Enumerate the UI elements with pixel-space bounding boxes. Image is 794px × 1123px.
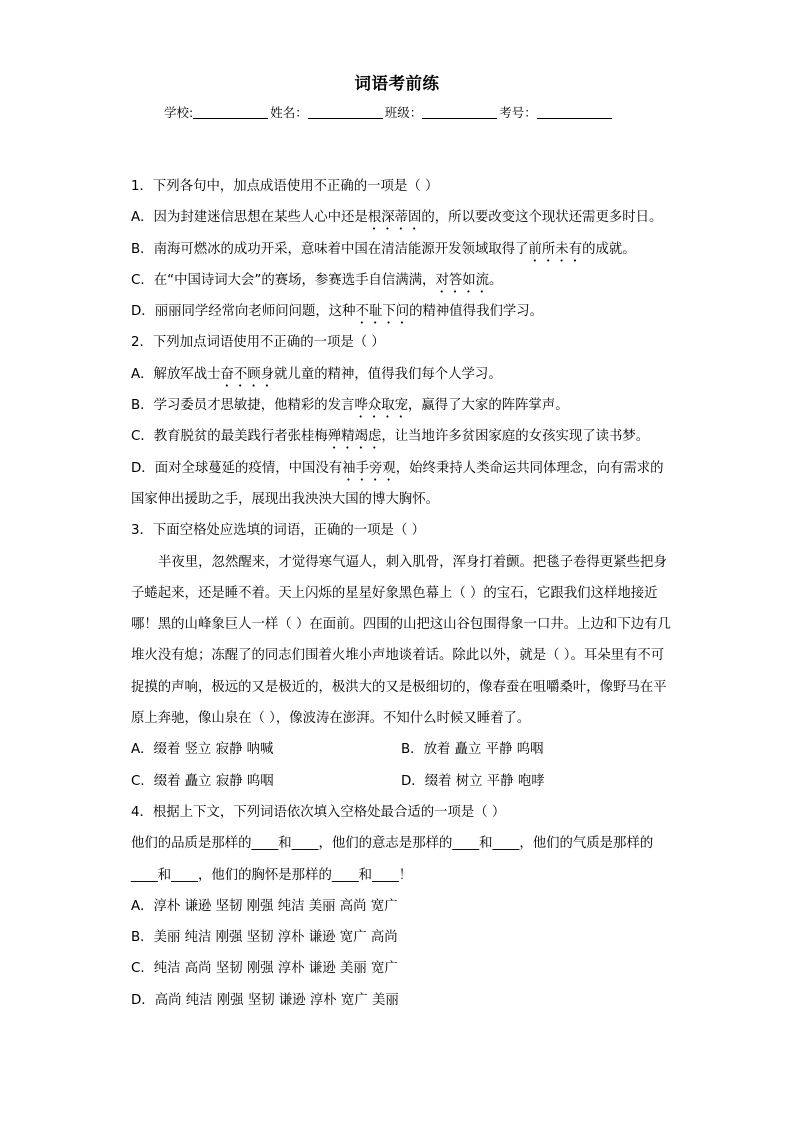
option-text: 。 — [489, 272, 503, 288]
question-3-passage: 半夜里，忽然醒来，才觉得寒气逼人，刺入肌骨，浑身打着颤。把毯子卷得更紧些把身子蜷起来，还是睡不着。天上闪烁的星星好象黑色幕上（ ）的宝石，它跟我们这样地接近哪！黑的山峰象巨人一样（ ）在面前。四围的山把这山谷包围得象一口井。上边和下边有几堆火没有熄；冻醒了的同志们围着火堆小声地谈着话。除此以外，就是（ ）。耳朵里有不可捉摸的声响，极远的又是极近的，极洪大的又是极细切的，像春蚕在咀嚼桑叶，像野马在平原上奔驰，像山泉在（ ），像波涛在澎湃。不知什么时候又睡着了。 — [131, 554, 671, 727]
dotted-idiom: 奋不顾身 — [220, 366, 275, 382]
question-2-option-a — [131, 359, 671, 390]
question-4-passage: 他们的品质是那样的____和____，他们的意志是那样的____和____，他们的气质是那样的____和____，他们的胸怀是那样的____和____！ — [131, 836, 654, 883]
question-3-option-b: B．放着 矗立 平静 呜咽 — [401, 742, 544, 758]
question-1-option-a — [131, 202, 671, 233]
question-1-stem: 1．下列各句中，加点成语使用不正确的一项是（ ） — [131, 179, 439, 194]
question-3-stem: 3．下面空格处应选填的词语，正确的一项是（ ） — [131, 523, 425, 539]
option-text: 的，所以要改变这个现状还需更多时日。 — [421, 210, 663, 226]
option-text: C．教育脱贫的最美践行者张桂梅 — [131, 429, 328, 445]
question-2-option-d — [131, 453, 671, 516]
question-3-option-a: A．缀着 竖立 寂静 呐喊 — [131, 742, 274, 758]
option-text: B．学习委员才思敏捷，他精彩的发言 — [131, 398, 355, 414]
question-1-option-c — [131, 265, 671, 296]
dotted-idiom: 哗众取宠 — [354, 398, 408, 414]
school-field[interactable] — [193, 106, 268, 119]
question-1-option-d — [131, 296, 671, 327]
student-info-line — [164, 103, 614, 121]
question-3-options-row-2 — [131, 766, 671, 797]
dotted-idiom: 前所未有 — [528, 241, 583, 257]
question-4-option-a: A．淳朴 谦逊 坚韧 刚强 纯洁 美丽 高尚 宽广 — [131, 898, 398, 914]
name-field[interactable] — [308, 106, 383, 119]
option-text: 的精神值得我们学习。 — [409, 304, 544, 320]
question-4-option-b: B．美丽 纯洁 刚强 坚韧 淳朴 谦逊 宽广 高尚 — [131, 930, 398, 946]
question-3-option-d: D．缀着 树立 平静 咆哮 — [401, 773, 545, 789]
option-text: 的成就。 — [582, 241, 636, 257]
class-field[interactable] — [422, 106, 497, 119]
option-text: ，始终秉持人类命运共同体理念，向有需求的国家伸出援助之手，展现出我泱泱大国的博大胸怀。 — [131, 460, 664, 507]
school-label: 学校: — [164, 105, 194, 120]
dotted-idiom: 根深蒂固 — [367, 210, 422, 226]
exam-number-field[interactable] — [537, 106, 612, 119]
exam-number-label: 考号： — [499, 105, 537, 120]
document-title: 词语考前练 — [354, 74, 440, 93]
option-text: ，让当地许多贫困家庭的女孩实现了读书梦。 — [381, 429, 650, 445]
question-1-option-b — [131, 234, 671, 265]
question-4-stem: 4．根据上下文，下列词语依次填入空格处最合适的一项是（ ） — [131, 804, 506, 820]
question-4-option-d: D．高尚 纯洁 刚强 坚韧 谦逊 淳朴 宽广 美丽 — [131, 992, 399, 1008]
option-text: C．在“中国诗词大会”的赛场，参赛选手自信满满， — [131, 272, 436, 288]
question-2-option-b — [131, 390, 671, 421]
question-2-option-c — [131, 421, 671, 452]
dotted-idiom: 对答如流 — [435, 272, 489, 288]
option-text: D．丽丽同学经常向老师问问题，这种 — [131, 304, 356, 320]
name-label: 姓名： — [270, 105, 308, 120]
question-3-option-c: C．缀着 矗立 寂静 呜咽 — [131, 773, 274, 789]
option-text: A．因为封建迷信思想在某些人心中还是 — [131, 210, 368, 226]
dotted-idiom: 殚精竭虑 — [327, 429, 382, 445]
question-2-stem: 2．下列加点词语使用不正确的一项是（ ） — [131, 335, 385, 351]
option-text: B．南海可燃冰的成功开采，意味着中国在清洁能源开发领域取得了 — [131, 241, 529, 257]
questions-body — [131, 171, 671, 1016]
class-label: 班级： — [384, 105, 423, 120]
option-text: D．面对全球蔓延的疫情，中国没有 — [131, 460, 343, 476]
option-text: 就儿童的精神，值得我们每个人学习。 — [274, 366, 502, 382]
question-3-options-row-1 — [131, 734, 671, 765]
dotted-idiom: 袖手旁观 — [342, 460, 396, 476]
question-4-option-c: C．纯洁 高尚 坚韧 刚强 淳朴 谦逊 美丽 宽广 — [131, 961, 398, 977]
option-text: A．解放军战士 — [131, 366, 221, 382]
dotted-idiom: 不耻下问 — [355, 304, 410, 320]
option-text: ，赢得了大家的阵阵掌声。 — [408, 398, 569, 414]
